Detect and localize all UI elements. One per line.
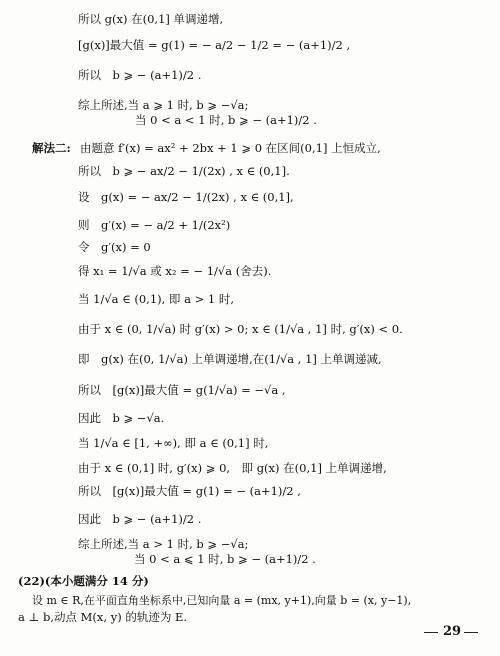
text-line: 得 x₁ = 1/√a 或 x₂ = − 1/√a (舍去). [78,264,272,278]
text-line: 当 0 < a < 1 时, b ⩾ − (a+1)/2 . [135,113,317,127]
method-two-label: 解法二: [32,141,71,155]
text-line: 由于 x ∈ (0,1] 时, g′(x) ⩾ 0, 即 g(x) 在(0,1] 上单调递增, [78,461,387,475]
text-line: 因此 b ⩾ − (a+1)/2 . [78,512,202,526]
text-line: 设 m ∈ R,在平面直角坐标系中,已知向量 a = (mx, y+1),向量 b = (x, y−1), [32,594,412,607]
text-line: 由于 x ∈ (0, 1/√a) 时 g′(x) > 0; x ∈ (1/√a , 1] 时, g′(x) < 0. [78,322,403,336]
text-line: 设 g(x) = − ax/2 − 1/(2x) , x ∈ (0,1], [78,190,294,204]
text-line: 所以 [g(x)]最大值 = g(1/√a) = −√a , [78,383,286,397]
text-line: 令 g′(x) = 0 [78,240,151,254]
problem-22-header: (22)(本小题满分 14 分) [18,574,149,588]
text-line: 当 1/√a ∈ (0,1), 即 a > 1 时, [78,292,235,306]
text-line: 所以 b ⩾ − (a+1)/2 . [78,68,202,82]
page-number: 29 [443,624,462,639]
text-line: 综上所述,当 a > 1 时, b ⩾ −√a; [78,537,249,551]
text-line: 即 g(x) 在(0, 1/√a) 上单调递增,在(1/√a , 1] 上单调递减, [78,352,382,366]
text-line: 所以 b ⩾ − ax/2 − 1/(2x) , x ∈ (0,1]. [78,164,290,178]
text-line: 当 1/√a ∈ [1, +∞), 即 a ∈ (0,1] 时, [78,436,269,450]
text-line: 综上所述,当 a ⩾ 1 时, b ⩾ −√a; [78,98,249,112]
text-line: 因此 b ⩾ −√a. [78,411,165,425]
text-line: 由题意 f′(x) = ax² + 2bx + 1 ⩾ 0 在区间(0,1] 上恒成立, [80,141,381,155]
text-line: 所以 [g(x)]最大值 = g(1) = − (a+1)/2 , [78,484,301,498]
text-line: 所以 g(x) 在(0,1] 单调递增, [78,12,224,26]
text-line: a ⊥ b,动点 M(x, y) 的轨迹为 E. [18,610,188,624]
text-line: [g(x)]最大值 = g(1) = − a/2 − 1/2 = − (a+1)/2 , [78,38,351,52]
footer-rule-right [464,632,478,633]
text-line: 当 0 < a ⩽ 1 时, b ⩾ − (a+1)/2 . [134,552,316,566]
text-line: 则 g′(x) = − a/2 + 1/(2x²) [78,218,231,232]
footer-rule-left [424,632,438,633]
